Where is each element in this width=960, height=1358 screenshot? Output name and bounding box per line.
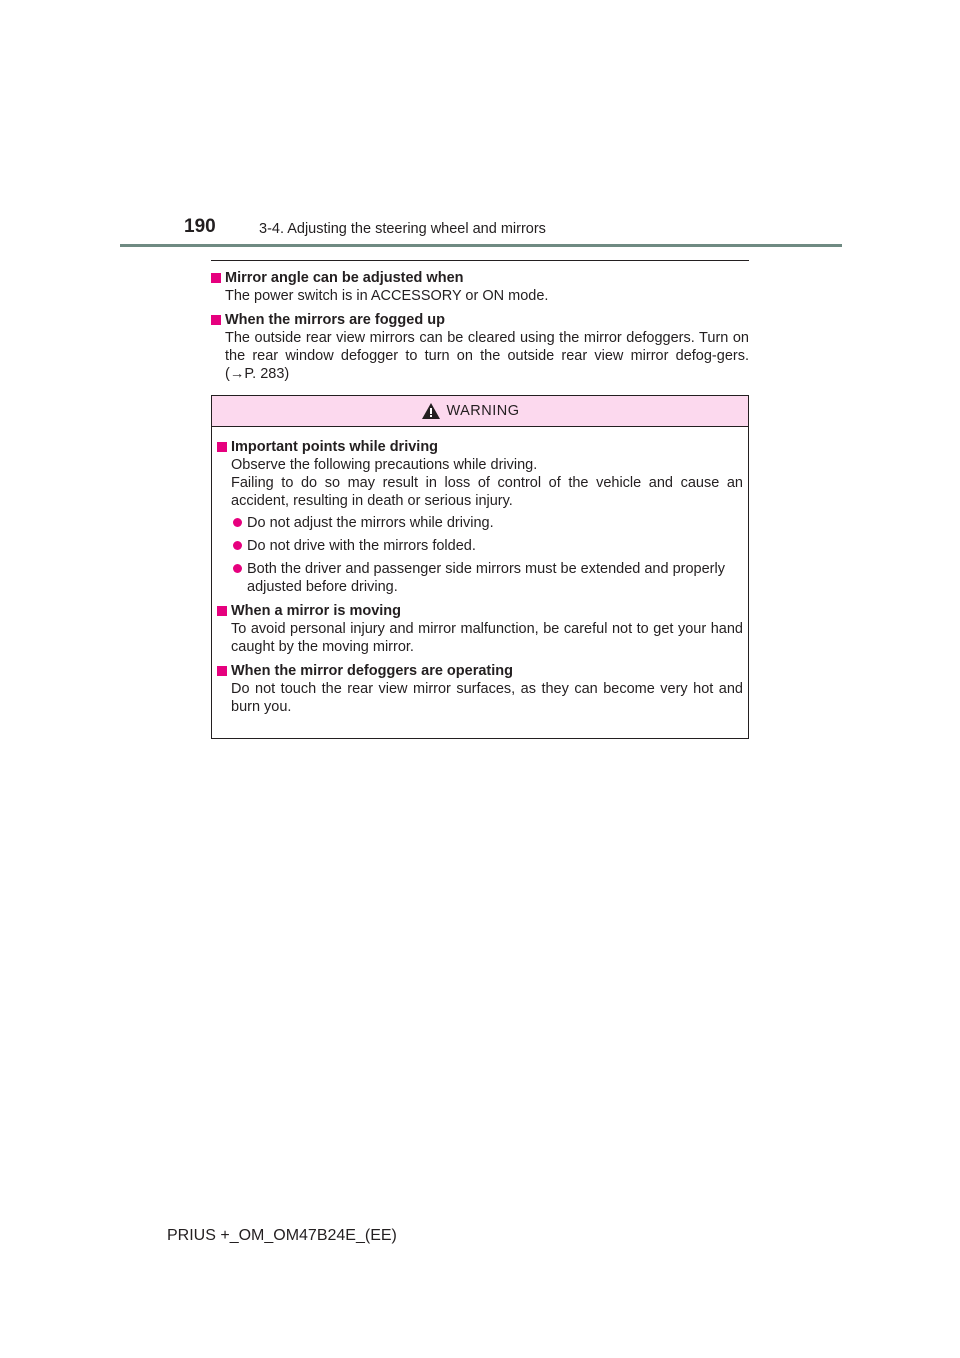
warning-body-text: Failing to do so may result in loss of control of the vehicle and cause an accident, resulting in death or serious injury. [231, 475, 743, 509]
info-item-fogged-mirrors [211, 311, 749, 383]
square-bullet-icon [217, 666, 227, 676]
precaution-list [217, 514, 743, 596]
list-item-text: Do not drive with the mirrors folded. [247, 538, 476, 554]
header-rule [120, 244, 842, 247]
page-number: 190 [184, 216, 216, 237]
warning-box [211, 395, 749, 739]
warning-item-defoggers [217, 662, 743, 716]
info-heading-text: Mirror angle can be adjusted when [225, 270, 464, 286]
info-item-mirror-angle [211, 269, 749, 305]
square-bullet-icon [211, 273, 221, 283]
info-heading [211, 269, 749, 287]
warning-body-text: Observe the following precautions while driving. [231, 457, 538, 473]
warning-heading-text: When a mirror is moving [231, 603, 401, 619]
square-bullet-icon [211, 315, 221, 325]
circle-bullet-icon [233, 518, 242, 527]
square-bullet-icon [217, 442, 227, 452]
list-item [233, 537, 743, 555]
square-bullet-icon [217, 606, 227, 616]
warning-heading [217, 662, 743, 680]
list-item [233, 514, 743, 532]
warning-body-text: To avoid personal injury and mirror malfunction, be careful not to get your hand caught by the moving mirror. [231, 621, 743, 655]
content-top-rule [211, 260, 749, 261]
warning-item-driving [217, 438, 743, 596]
info-body-text: The outside rear view mirrors can be cleared using the mirror defoggers. Turn on the rear window defogger to turn on the outside rear view mirror defog-gers. [225, 330, 749, 364]
main-content [211, 260, 749, 739]
info-body [211, 329, 749, 383]
section-title: 3-4. Adjusting the steering wheel and mirrors [259, 221, 546, 237]
circle-bullet-icon [233, 541, 242, 550]
warning-header [212, 396, 748, 427]
info-heading [211, 311, 749, 329]
warning-body-text: Do not touch the rear view mirror surfaces, as they can become very hot and burn you. [231, 681, 743, 715]
warning-heading [217, 602, 743, 620]
page-reference-link[interactable]: (→P. 283) [225, 366, 290, 382]
info-heading-text: When the mirrors are fogged up [225, 312, 445, 328]
warning-heading-text: When the mirror defoggers are operating [231, 663, 513, 679]
list-item-text: Do not adjust the mirrors while driving. [247, 515, 494, 531]
warning-triangle-icon [422, 403, 440, 419]
warning-heading-text: Important points while driving [231, 439, 439, 455]
warning-item-mirror-moving [217, 602, 743, 656]
warning-label: WARNING [446, 403, 520, 419]
info-body: The power switch is in ACCESSORY or ON mode. [225, 288, 549, 304]
circle-bullet-icon [233, 564, 242, 573]
list-item-text: Both the driver and passenger side mirrors must be extended and properly adjusted before driving. [247, 561, 725, 595]
footer-document-id: PRIUS +_OM_OM47B24E_(EE) [167, 1227, 397, 1244]
warning-heading [217, 438, 743, 456]
list-item [233, 560, 743, 596]
warning-body [212, 427, 748, 738]
